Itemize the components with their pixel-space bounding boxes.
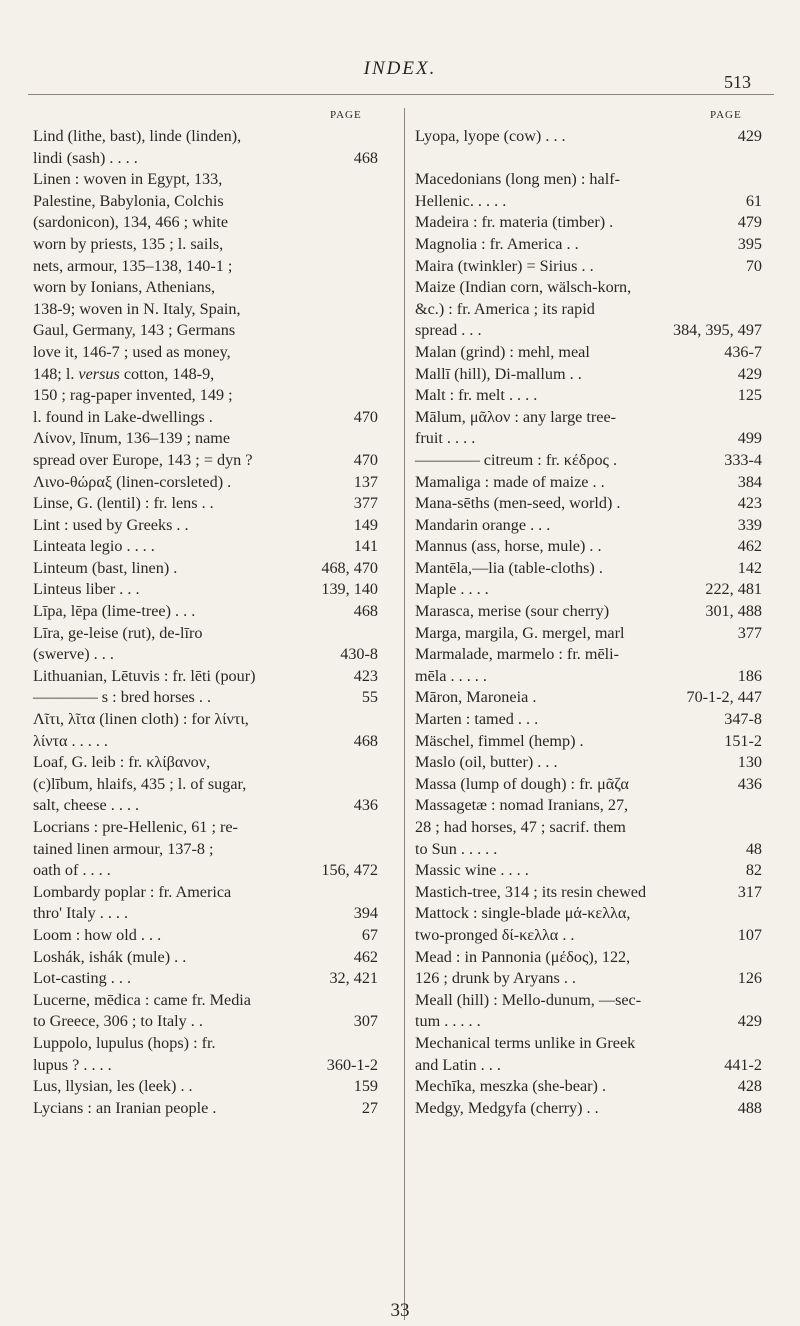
- index-entry-text: 126 ; drunk by Aryans . .: [415, 969, 576, 988]
- index-entry-page: 428: [737, 1077, 762, 1096]
- index-entry-text: Linteata legio . . . .: [33, 537, 155, 556]
- index-entry-line: [415, 666, 762, 688]
- index-entry-page: 149: [353, 515, 378, 534]
- index-entry-line: [33, 687, 378, 709]
- index-entry-line: [415, 731, 762, 753]
- index-entry-text: ———— s : bred horses . .: [33, 688, 212, 707]
- index-entry-text: Locrians : pre-Hellenic, 61 ; re-: [33, 818, 238, 836]
- index-entry-text: Mastich-tree, 314 ; its resin chewed: [415, 882, 647, 901]
- index-entry-line: [415, 623, 762, 645]
- index-entry-line: [33, 472, 378, 494]
- index-entry-page: 139, 140: [321, 580, 378, 599]
- index-entry-line: [33, 126, 378, 148]
- signature-mark: 33: [390, 1300, 410, 1321]
- index-entry-text: Macedonians (long men) : half-: [415, 170, 620, 189]
- index-entry-page: 347-8: [724, 710, 762, 729]
- index-entry-page: 384: [737, 472, 762, 491]
- index-entry-text: oath of . . . .: [33, 861, 111, 880]
- index-entry-text: Mamaliga : made of maize . .: [415, 472, 605, 491]
- index-entry-text: Massagetæ : nomad Iranians, 27,: [415, 796, 629, 815]
- index-entry-page: 159: [353, 1077, 378, 1096]
- index-entry-line: [415, 126, 762, 148]
- index-entry-text: Palestine, Babylonia, Colchis: [33, 191, 224, 210]
- index-entry-line: [33, 1055, 378, 1077]
- index-entry-line: [33, 925, 378, 947]
- index-entry-text: Lint : used by Greeks . .: [33, 515, 189, 534]
- index-entry-text: nets, armour, 135–138, 140-1 ;: [33, 256, 233, 275]
- index-entry-line: [415, 472, 762, 494]
- index-entry-text: 150 ; rag-paper invented, 149 ;: [33, 386, 233, 405]
- index-entry-line: [33, 623, 378, 645]
- index-entry-line: [415, 774, 762, 796]
- index-entry-page: 156, 472: [321, 861, 378, 880]
- index-entry-text: thro' Italy . . . .: [33, 904, 129, 923]
- index-entry-line: [33, 990, 378, 1012]
- index-entry-text: Līpa, lēpa (lime-tree) . . .: [33, 602, 196, 621]
- index-entry-page: 55: [361, 688, 378, 707]
- index-entry-text: Marasca, merise (sour cherry): [415, 602, 610, 621]
- index-entry-text: Maira (twinkler) = Sirius . .: [415, 256, 594, 275]
- index-entry-text: lindi (sash) . . . .: [33, 148, 138, 167]
- index-entry-page: 125: [737, 386, 762, 405]
- index-entry-text: Maslo (oil, butter) . . .: [415, 753, 558, 772]
- index-entry-text: Massic wine . . . .: [415, 861, 529, 880]
- index-entry-line: [33, 968, 378, 990]
- index-entry-line: [33, 752, 378, 774]
- index-entry-text: Lyopa, lyope (cow) . . .: [415, 127, 566, 145]
- index-entry-page: 384, 395, 497: [672, 321, 762, 340]
- index-entry-text: Malan (grind) : mehl, meal: [415, 342, 590, 361]
- index-entry-page: 436: [353, 796, 378, 815]
- index-entry-line: [33, 774, 378, 796]
- index-entry-line: [33, 256, 378, 278]
- index-entry-line: [415, 191, 762, 213]
- index-entry-line: [33, 299, 378, 321]
- index-entry-text: Gaul, Germany, 143 ; Germans: [33, 321, 236, 340]
- header-rule: [28, 94, 774, 95]
- index-entry-page: 462: [353, 947, 378, 966]
- index-entry-text: Magnolia : fr. America . .: [415, 234, 579, 253]
- index-entry-text: Λῖτι, λῖτα (linen cloth) : for λίντι,: [33, 710, 249, 729]
- index-entry-line: [415, 925, 762, 947]
- index-entry-text: Mannus (ass, horse, mule) . .: [415, 537, 602, 556]
- index-entry-line: [33, 169, 378, 191]
- index-entry-line: [415, 947, 762, 969]
- index-entry-line: [33, 947, 378, 969]
- index-entry-text: Līra, ge-leise (rut), de-līro: [33, 623, 203, 642]
- index-entry-line: [415, 515, 762, 537]
- index-entry-line: [415, 968, 762, 990]
- index-entry-text: and Latin . . .: [415, 1055, 501, 1074]
- index-entry-line: [33, 817, 378, 839]
- index-entry-text: Madeira : fr. materia (timber) .: [415, 213, 614, 232]
- index-entry-line: [415, 428, 762, 450]
- index-entry-page: 70: [745, 256, 762, 275]
- index-entry-text: to Sun . . . . .: [415, 839, 498, 858]
- index-entry-text: 148; l. versus cotton, 148-9,: [33, 364, 215, 383]
- index-entry-page: 488: [737, 1098, 762, 1117]
- index-entry-line: [33, 277, 378, 299]
- index-entry-text: Mantēla,—lia (table-cloths) .: [415, 558, 603, 577]
- index-entry-text: tained linen armour, 137-8 ;: [33, 839, 214, 858]
- index-entry-text: ———— citreum : fr. κέδρος .: [415, 450, 618, 469]
- index-entry-line: [33, 903, 378, 925]
- index-entry-page: 430-8: [340, 645, 378, 664]
- index-entry-page: 307: [353, 1012, 378, 1031]
- index-entry-line: [415, 493, 762, 515]
- index-entry-text: Linteus liber . . .: [33, 580, 140, 599]
- index-entry-text: l. found in Lake-dwellings .: [33, 407, 213, 426]
- index-entry-line: [415, 1033, 762, 1055]
- index-entry-line: [33, 212, 378, 234]
- index-entry-page: 462: [737, 537, 762, 556]
- index-entry-page: 222, 481: [705, 580, 762, 599]
- index-entry-line: [415, 752, 762, 774]
- index-entry-text: mēla . . . . .: [415, 666, 487, 685]
- index-entry-text: Luppolo, lupulus (hops) : fr.: [33, 1033, 216, 1052]
- index-entry-text: Mālum, μᾶλον : any large tree-: [415, 407, 617, 426]
- index-entry-line: [415, 990, 762, 1012]
- index-entry-text: Mechanical terms unlike in Greek: [415, 1033, 636, 1052]
- index-entry-page: 468, 470: [321, 558, 378, 577]
- index-entry-page: 394: [353, 904, 378, 923]
- index-entry-line: [415, 795, 762, 817]
- index-entry-text: Maize (Indian corn, wälsch-korn,: [415, 278, 632, 297]
- index-entry-page: 339: [737, 515, 762, 534]
- index-entry-text: λίντα . . . . .: [33, 731, 108, 750]
- left-page-column-label: PAGE: [330, 109, 362, 121]
- index-entry-line: [415, 579, 762, 601]
- index-entry-page: 141: [353, 537, 378, 556]
- index-entry-text: Mäschel, fimmel (hemp) .: [415, 731, 584, 750]
- index-entry-text: Lombardy poplar : fr. America: [33, 882, 232, 901]
- index-entry-page: 423: [353, 666, 378, 685]
- index-entry-text: Linse, G. (lentil) : fr. lens . .: [33, 494, 214, 513]
- index-entry-text: (swerve) . . .: [33, 645, 114, 664]
- index-entry-text: Mattock : single-blade μά-κελλα,: [415, 904, 631, 923]
- left-index-column: [33, 126, 378, 1119]
- index-entry-line: [33, 709, 378, 731]
- index-entry-line: [415, 687, 762, 709]
- index-entry-line: [33, 234, 378, 256]
- index-entry-text: Māron, Maroneia .: [415, 688, 537, 707]
- index-entry-line: [415, 1055, 762, 1077]
- index-entry-page: 317: [737, 882, 762, 901]
- index-entry-text: Marga, margila, G. mergel, marl: [415, 623, 625, 642]
- index-entry-line: [415, 860, 762, 882]
- index-entry-page: 429: [737, 364, 762, 383]
- index-entry-line: [33, 364, 378, 386]
- index-entry-line: [415, 644, 762, 666]
- index-entry-text: Malt : fr. melt . . . .: [415, 386, 538, 405]
- index-entry-line: [33, 644, 378, 666]
- index-entry-text: Massa (lump of dough) : fr. μᾶζα: [415, 774, 629, 793]
- index-entry-text: Mead : in Pannonia (μέδος), 122,: [415, 947, 631, 966]
- index-entry-line: [33, 795, 378, 817]
- index-entry-text: Lind (lithe, bast), linde (linden),: [33, 127, 242, 145]
- index-entry-line: [415, 342, 762, 364]
- index-entry-line: [415, 169, 762, 191]
- index-entry-line: [415, 903, 762, 925]
- index-entry-line: [415, 450, 762, 472]
- index-entry-page: 151-2: [724, 731, 762, 750]
- index-entry-line: [415, 1011, 762, 1033]
- index-entry-page: 470: [353, 450, 378, 469]
- index-entry-line: [33, 385, 378, 407]
- index-entry-text: Marten : tamed . . .: [415, 710, 539, 729]
- index-entry-text: Λίνον, līnum, 136–139 ; name: [33, 429, 231, 448]
- index-entry-line: [415, 320, 762, 342]
- index-entry-line: [415, 234, 762, 256]
- index-entry-text: two-pronged δί-κελλα . .: [415, 925, 575, 944]
- running-title: INDEX.: [363, 58, 437, 79]
- index-entry-text: tum . . . . .: [415, 1012, 481, 1031]
- index-entry-page: 423: [737, 494, 762, 513]
- index-entry-text: Mallī (hill), Di-mallum . .: [415, 364, 582, 383]
- index-entry-page: 468: [353, 602, 378, 621]
- index-entry-page: 137: [353, 472, 378, 491]
- index-entry-text: Medgy, Medgyfa (cherry) . .: [415, 1098, 599, 1117]
- index-entry-text: Linen : woven in Egypt, 133,: [33, 170, 223, 189]
- column-divider: [404, 108, 405, 1320]
- index-entry-page: 441-2: [724, 1055, 762, 1074]
- index-entry-page: 126: [737, 969, 762, 988]
- index-entry-text: (sardonicon), 134, 466 ; white: [33, 213, 229, 232]
- index-entry-line: [33, 536, 378, 558]
- right-index-column: [415, 126, 762, 1119]
- index-entry-line: [415, 1076, 762, 1098]
- index-entry-line: [33, 558, 378, 580]
- index-entry-text: to Greece, 306 ; to Italy . .: [33, 1012, 203, 1031]
- index-entry-line: [415, 407, 762, 429]
- index-entry-page: 360-1-2: [326, 1055, 378, 1074]
- index-entry-line: [33, 1076, 378, 1098]
- index-entry-page: 48: [745, 839, 762, 858]
- index-entry-line: [415, 839, 762, 861]
- index-entry-line: [415, 212, 762, 234]
- index-entry-text: Maple . . . .: [415, 580, 489, 599]
- index-entry-line: [415, 277, 762, 299]
- index-entry-text: 28 ; had horses, 47 ; sacrif. them: [415, 818, 626, 836]
- index-entry-line: [33, 191, 378, 213]
- index-entry-page: 301, 488: [705, 602, 762, 621]
- index-entry-text: Lucerne, mēdica : came fr. Media: [33, 990, 251, 1009]
- index-entry-text: worn by Ionians, Athenians,: [33, 278, 216, 297]
- index-entry-text: fruit . . . .: [415, 429, 476, 448]
- index-entry-page: 429: [737, 1012, 762, 1031]
- index-entry-text: Marmalade, marmelo : fr. mēli-: [415, 645, 620, 664]
- index-entry-text: Meall (hill) : Mello-dunum, —sec-: [415, 990, 642, 1009]
- index-entry-line: [33, 148, 378, 170]
- index-entry-page: 27: [361, 1098, 378, 1117]
- index-entry-text: Lot-casting . . .: [33, 969, 132, 988]
- index-entry-text: Lithuanian, Lētuvis : fr. lēti (pour): [33, 666, 256, 685]
- index-entry-page: 70-1-2, 447: [686, 688, 762, 707]
- index-entry-text: Mandarin orange . . .: [415, 515, 551, 534]
- index-entry-page: 429: [737, 127, 762, 145]
- index-entry-line: [33, 493, 378, 515]
- index-entry-line: [33, 666, 378, 688]
- index-entry-text: Loaf, G. leib : fr. κλίβανον,: [33, 753, 211, 772]
- index-entry-line: [33, 450, 378, 472]
- right-page-column-label: PAGE: [710, 109, 742, 121]
- index-entry-text: Loshák, ishák (mule) . .: [33, 947, 187, 966]
- index-entry-page: 186: [737, 666, 762, 685]
- index-entry-text: love it, 146-7 ; used as money,: [33, 342, 231, 361]
- index-entry-line: [415, 882, 762, 904]
- index-entry-text: Λινο-θώραξ (linen-corsleted) .: [33, 472, 232, 491]
- index-entry-page: 377: [737, 623, 762, 642]
- index-entry-line: [415, 558, 762, 580]
- index-entry-page: 377: [353, 494, 378, 513]
- index-entry-text: Lus, llysian, les (leek) . .: [33, 1077, 193, 1096]
- index-entry-line: [33, 1098, 378, 1120]
- index-entry-page: 61: [745, 191, 762, 210]
- index-entry-line: [33, 731, 378, 753]
- index-entry-page: 468: [353, 731, 378, 750]
- index-entry-line: [33, 407, 378, 429]
- index-entry-page: 32, 421: [329, 969, 378, 988]
- index-entry-text: salt, cheese . . . .: [33, 796, 140, 815]
- index-entry-line: [415, 709, 762, 731]
- index-entry-line: [415, 364, 762, 386]
- index-entry-page: 130: [737, 753, 762, 772]
- index-entry-line: [33, 320, 378, 342]
- index-entry-line: [415, 148, 762, 170]
- index-entry-page: 479: [737, 213, 762, 232]
- index-entry-text: spread . . .: [415, 321, 482, 340]
- index-entry-line: [33, 1011, 378, 1033]
- index-entry-text: Loom : how old . . .: [33, 925, 162, 944]
- index-entry-line: [415, 536, 762, 558]
- index-entry-line: [33, 1033, 378, 1055]
- index-entry-page: 142: [737, 558, 762, 577]
- index-entry-page: 107: [737, 925, 762, 944]
- index-entry-line: [33, 579, 378, 601]
- index-entry-page: 436-7: [724, 342, 762, 361]
- index-entry-text: Mechīka, meszka (she-bear) .: [415, 1077, 607, 1096]
- index-entry-text: Linteum (bast, linen) .: [33, 558, 178, 577]
- index-entry-line: [415, 1098, 762, 1120]
- index-entry-line: [415, 601, 762, 623]
- index-entry-line: [33, 515, 378, 537]
- index-entry-page: 333-4: [724, 450, 762, 469]
- index-entry-line: [415, 385, 762, 407]
- index-entry-line: [415, 299, 762, 321]
- index-entry-text: &c.) : fr. America ; its rapid: [415, 299, 595, 318]
- index-entry-text: Mana-sēths (men-seed, world) .: [415, 494, 621, 513]
- index-entry-page: 395: [737, 234, 762, 253]
- index-entry-page: 470: [353, 407, 378, 426]
- index-entry-line: [415, 256, 762, 278]
- index-entry-text: lupus ? . . . .: [33, 1055, 112, 1074]
- index-entry-text: (c)lībum, hlaifs, 435 ; l. of sugar,: [33, 774, 247, 793]
- index-entry-line: [33, 342, 378, 364]
- index-entry-line: [33, 882, 378, 904]
- index-entry-page: 67: [361, 925, 378, 944]
- index-entry-line: [33, 839, 378, 861]
- index-entry-text: Lycians : an Iranian people .: [33, 1098, 217, 1117]
- index-entry-line: [33, 601, 378, 623]
- index-entry-text: spread over Europe, 143 ; = dyn ?: [33, 450, 253, 469]
- index-entry-line: [33, 428, 378, 450]
- index-entry-line: [415, 817, 762, 839]
- page-number: 513: [724, 72, 751, 92]
- index-entry-text: Hellenic. . . . .: [415, 191, 507, 210]
- index-entry-text: worn by priests, 135 ; l. sails,: [33, 234, 224, 253]
- index-entry-page: 436: [737, 774, 762, 793]
- index-entry-line: [33, 860, 378, 882]
- index-entry-page: 82: [745, 861, 762, 880]
- index-entry-text: 138-9; woven in N. Italy, Spain,: [33, 299, 241, 318]
- index-entry-page: 468: [353, 148, 378, 167]
- index-entry-page: 499: [737, 429, 762, 448]
